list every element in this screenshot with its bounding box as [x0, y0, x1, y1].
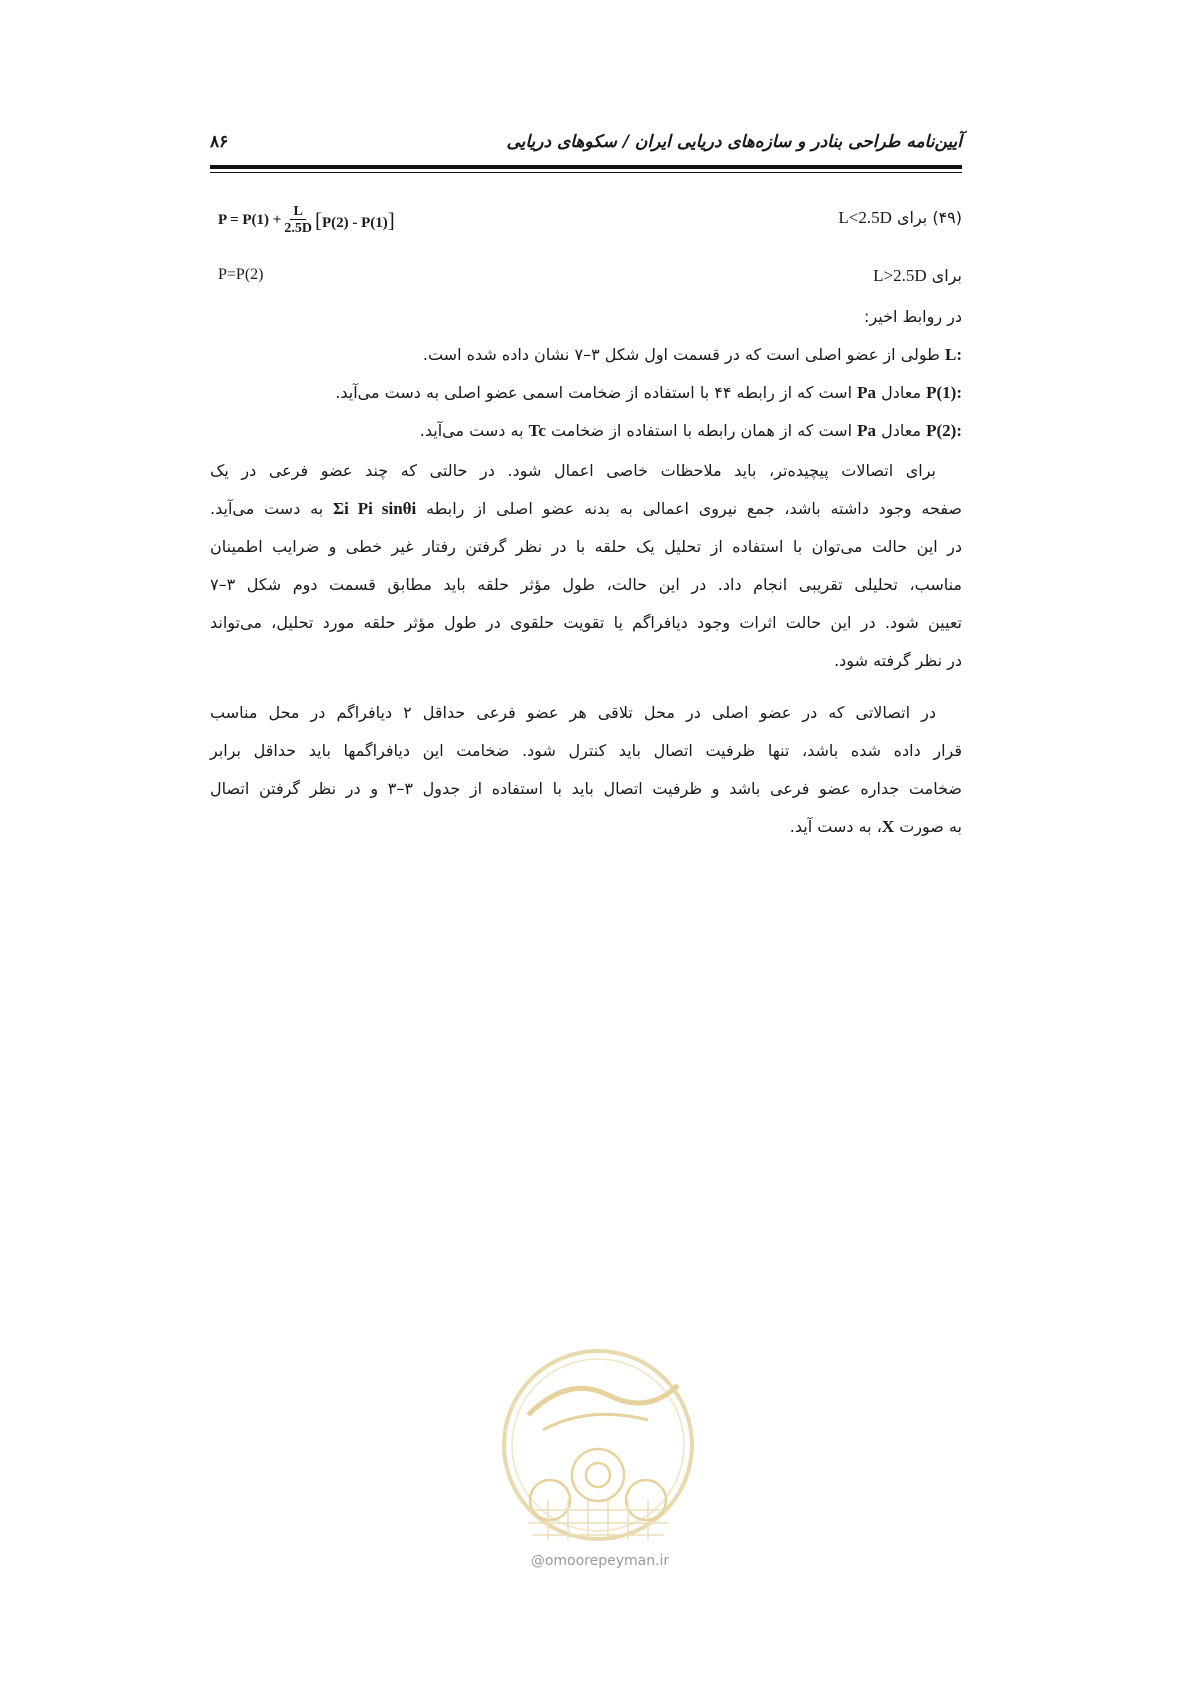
definition-P2-pre: معادل: [881, 421, 922, 440]
definition-P2-symbol-2: Tc: [528, 421, 546, 440]
paragraph-2: [210, 694, 962, 846]
running-header: [210, 128, 962, 158]
watermark-url: @omoorepeyman.ir: [530, 1553, 670, 1569]
equation-p2-condition: [873, 266, 962, 286]
equation-49-fraction: [284, 204, 312, 236]
paragraph-1-line-3: در این حالت می‌توان با استفاده از تحلیل یک حلقه با در نظر گرفتن رفتار غیر خطی و ضرایب اطمینان: [210, 537, 962, 556]
paragraph-1-line-5: تعیین شود. در این حالت اثرات وجود دیافراگم یا تقویت حلقوی در طول مؤثر حلقه مورد تحلیل، می‌تواند: [210, 613, 962, 632]
equation-49: [210, 200, 962, 240]
definitions-intro: در روابط اخیر:: [864, 307, 962, 326]
equation-p2-label: برای: [931, 266, 962, 285]
equation-49-label: (۴۹) برای: [896, 208, 962, 227]
page-number: ۸۶: [210, 132, 229, 152]
paragraph-2-line-4-pre: به صورت: [899, 817, 962, 836]
paragraph-1-line-2-pre: صفحه وجود داشته باشد، جمع نیروی اعمالی به بدنه عضو اصلی از رابطه: [426, 499, 963, 518]
fraction-numerator: L: [290, 204, 305, 220]
definition-P2-symbol: Pa: [857, 421, 877, 440]
definition-P2-key: P(2):: [926, 421, 962, 440]
definition-P1-pre: معادل: [881, 383, 922, 402]
definition-L-key: L:: [945, 345, 962, 364]
definition-P2-end: به دست می‌آید.: [419, 421, 524, 440]
right-bracket: ]: [387, 207, 395, 232]
paragraph-1-line-2-post: به دست می‌آید.: [210, 499, 324, 518]
definition-P1-key: P(1):: [926, 383, 962, 402]
paragraph-1-line-6: در نظر گرفته شود.: [834, 651, 962, 670]
definition-L: [210, 336, 962, 374]
equation-49-inequality: L<2.5D: [838, 208, 892, 227]
paragraph-2-symbol-x: X: [881, 817, 895, 836]
equation-p2-formula: P=P(2): [218, 266, 264, 283]
paragraph-1-line-1: برای اتصالات پیچیده‌تر، باید ملاحظات خاصی اعمال شود. در حالتی که چند عضو فرعی در یک: [210, 461, 936, 480]
equation-49-lhs: P = P(1) +: [218, 211, 282, 228]
header-rule-thick: [210, 165, 962, 169]
definitions-block: [210, 298, 962, 450]
header-rule-thin: [210, 172, 962, 173]
paragraph-1: [210, 452, 962, 680]
paragraph-2-line-3: ضخامت جداره عضو فرعی باشد و ظرفیت اتصال باید با استفاده از جدول ۳–۳ و در نظر گرفتن اتصال: [210, 779, 962, 798]
bracket-expression: [315, 208, 395, 233]
paragraph-2-line-4-post: ، به دست آید.: [789, 817, 882, 836]
paragraph-2-line-1: در اتصالاتی که در عضو اصلی در محل تلاقی هر عضو فرعی حداقل ۲ دیافراگم در محل مناسب: [210, 703, 936, 722]
equation-p2-inequality: L>2.5D: [873, 266, 927, 285]
header-title: آیین‌نامه طراحی بنادر و سازه‌های دریایی ایران / سکوهای دریایی: [506, 132, 962, 152]
left-bracket: [: [314, 207, 322, 232]
definition-P1: [210, 374, 962, 412]
fraction-denominator: 2.5D: [284, 221, 312, 236]
paragraph-2-line-2: قرار داده شده باشد، تنها ظرفیت اتصال باید کنترل شود. ضخامت این دیافراگمها باید حداقل برابر: [210, 741, 962, 760]
paragraph-1-formula: Σi Pi sinθi: [332, 499, 417, 518]
definition-P1-text: است که از رابطه ۴۴ با استفاده از ضخامت اسمی عضو اصلی به دست می‌آید.: [335, 383, 853, 402]
equation-49-condition: [838, 208, 962, 228]
paragraph-1-line-2: [210, 490, 962, 528]
definition-P2-mid: است که از همان رابطه با استفاده از ضخامت: [551, 421, 853, 440]
equation-p2: [210, 258, 962, 298]
definition-P2: [210, 412, 962, 450]
equation-49-formula: [218, 200, 395, 240]
definition-L-text: طولی از عضو اصلی است که در قسمت اول شکل ۳–۷ نشان داده شده است.: [422, 345, 940, 364]
paragraph-2-line-4: [210, 808, 962, 846]
definition-P1-symbol: Pa: [857, 383, 877, 402]
bracket-inner: P(2) - P(1): [321, 214, 388, 231]
paragraph-1-line-4: مناسب، تحلیلی تقریبی انجام داد. در این حالت، طول مؤثر حلقه باید مطابق قسمت دوم شکل ۳–۷: [210, 575, 962, 594]
